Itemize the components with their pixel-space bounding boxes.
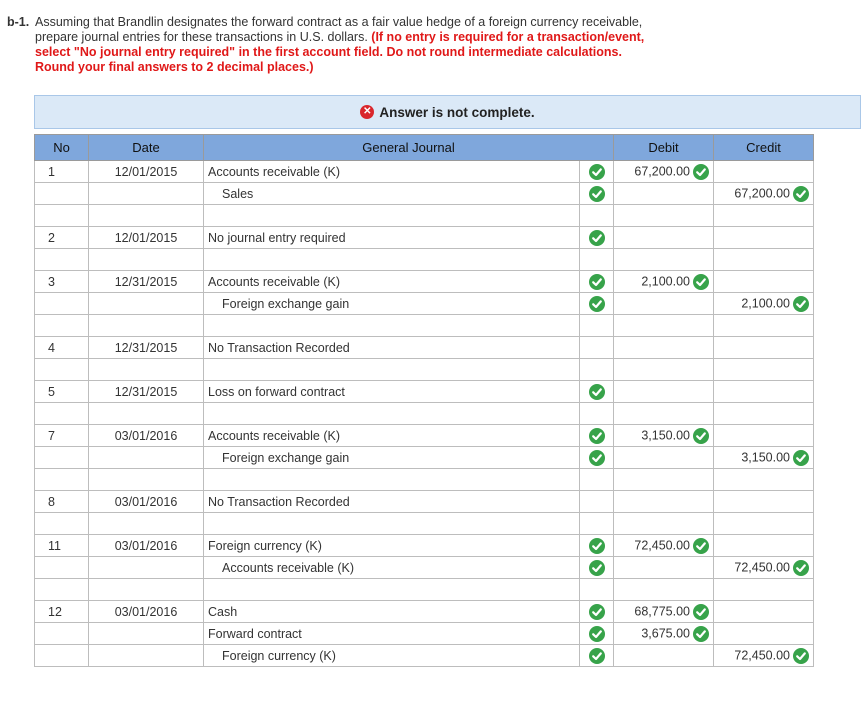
debit-field[interactable]	[614, 227, 714, 249]
entry-number-empty	[35, 645, 89, 667]
entry-number-empty	[35, 183, 89, 205]
debit-amount: 3,150.00	[641, 427, 690, 442]
spacer-cell	[204, 359, 580, 381]
debit-amount: 67,200.00	[634, 163, 690, 178]
journal-line	[35, 535, 814, 557]
spacer-row	[35, 513, 814, 535]
entry-date[interactable]: 12/31/2015	[89, 337, 204, 359]
entry-date-empty	[89, 645, 204, 667]
journal-line	[35, 271, 814, 293]
journal-line	[35, 337, 814, 359]
spacer-cell	[714, 513, 814, 535]
debit-field[interactable]	[614, 271, 714, 293]
debit-field[interactable]	[614, 183, 714, 205]
spacer-cell	[35, 579, 89, 601]
entry-number: 8	[35, 491, 89, 513]
account-name: Foreign currency (K)	[208, 538, 322, 553]
spacer-row	[35, 469, 814, 491]
account-field[interactable]	[204, 535, 580, 557]
credit-field[interactable]	[714, 293, 814, 315]
spacer-cell	[204, 205, 580, 227]
spacer-cell	[580, 249, 614, 271]
account-name: Foreign exchange gain	[222, 296, 350, 311]
instruction-text	[35, 15, 647, 75]
journal-line	[35, 645, 814, 667]
debit-field[interactable]	[614, 293, 714, 315]
entry-date[interactable]: 03/01/2016	[89, 601, 204, 623]
account-check-cell	[580, 227, 614, 249]
spacer-cell	[714, 359, 814, 381]
account-check-cell	[580, 183, 614, 205]
checkmark-icon	[793, 648, 809, 664]
spacer-cell	[614, 205, 714, 227]
account-check-cell	[580, 491, 614, 513]
account-name: No Transaction Recorded	[208, 340, 350, 355]
credit-amount: 3,150.00	[741, 449, 790, 464]
checkmark-icon	[693, 164, 709, 180]
entry-date-empty	[89, 557, 204, 579]
credit-amount: 72,450.00	[734, 559, 790, 574]
checkmark-icon	[589, 604, 605, 620]
checkmark-icon	[693, 604, 709, 620]
debit-field[interactable]	[614, 491, 714, 513]
credit-field[interactable]	[714, 381, 814, 403]
spacer-cell	[614, 403, 714, 425]
entry-date[interactable]: 03/01/2016	[89, 535, 204, 557]
account-check-cell	[580, 623, 614, 645]
account-check-cell	[580, 425, 614, 447]
spacer-cell	[89, 249, 204, 271]
spacer-cell	[714, 315, 814, 337]
spacer-cell	[35, 315, 89, 337]
question-number: b-1.	[7, 15, 30, 29]
checkmark-icon	[589, 186, 605, 202]
account-field[interactable]	[204, 183, 580, 205]
account-field[interactable]	[204, 425, 580, 447]
account-name: Cash	[208, 604, 238, 619]
spacer-cell	[35, 403, 89, 425]
entry-number-empty	[35, 293, 89, 315]
checkmark-icon	[793, 560, 809, 576]
account-check-cell	[580, 381, 614, 403]
account-field[interactable]	[204, 601, 580, 623]
spacer-cell	[614, 249, 714, 271]
entry-number: 1	[35, 161, 89, 183]
spacer-row	[35, 205, 814, 227]
account-check-cell	[580, 293, 614, 315]
instructions	[7, 15, 647, 75]
account-field[interactable]	[204, 447, 580, 469]
entry-date[interactable]: 03/01/2016	[89, 491, 204, 513]
spacer-cell	[614, 513, 714, 535]
checkmark-icon	[793, 296, 809, 312]
checkmark-icon	[589, 428, 605, 444]
entry-date-empty	[89, 293, 204, 315]
entry-date[interactable]: 12/01/2015	[89, 227, 204, 249]
spacer-cell	[614, 579, 714, 601]
spacer-cell	[89, 469, 204, 491]
entry-number: 7	[35, 425, 89, 447]
credit-field[interactable]	[714, 447, 814, 469]
instruction-body: Assuming that Brandlin designates the forward contract as a fair value hedge of a foreign currency receivable, prepare journal entries for these transactions in U.S. dollars.	[35, 15, 643, 44]
journal-line	[35, 491, 814, 513]
answer-status-banner	[34, 95, 861, 129]
spacer-cell	[580, 579, 614, 601]
account-check-cell	[580, 337, 614, 359]
checkmark-icon	[589, 384, 605, 400]
account-name: Accounts receivable (K)	[208, 274, 341, 289]
credit-field[interactable]	[714, 425, 814, 447]
entry-number: 5	[35, 381, 89, 403]
spacer-cell	[714, 249, 814, 271]
spacer-cell	[204, 315, 580, 337]
account-check-cell	[580, 271, 614, 293]
credit-field[interactable]	[714, 183, 814, 205]
spacer-row	[35, 315, 814, 337]
debit-amount: 3,675.00	[641, 625, 690, 640]
spacer-cell	[714, 205, 814, 227]
spacer-cell	[89, 359, 204, 381]
journal-line	[35, 447, 814, 469]
debit-field[interactable]	[614, 337, 714, 359]
account-name: Loss on forward contract	[208, 384, 345, 399]
spacer-cell	[35, 359, 89, 381]
col-header-no: No	[35, 135, 89, 161]
spacer-cell	[580, 315, 614, 337]
entry-number: 2	[35, 227, 89, 249]
entry-number-empty	[35, 447, 89, 469]
entry-number-empty	[35, 557, 89, 579]
account-name: Foreign exchange gain	[222, 450, 350, 465]
journal-line	[35, 557, 814, 579]
spacer-cell	[580, 205, 614, 227]
account-check-cell	[580, 161, 614, 183]
checkmark-icon	[589, 164, 605, 180]
account-name: Accounts receivable (K)	[222, 560, 355, 575]
account-check-cell	[580, 557, 614, 579]
journal-line	[35, 623, 814, 645]
debit-field[interactable]	[614, 557, 714, 579]
spacer-cell	[35, 249, 89, 271]
spacer-row	[35, 579, 814, 601]
entry-date[interactable]: 03/01/2016	[89, 425, 204, 447]
account-check-cell	[580, 645, 614, 667]
entry-date-empty	[89, 623, 204, 645]
entry-number: 3	[35, 271, 89, 293]
journal-line	[35, 381, 814, 403]
credit-field[interactable]	[714, 491, 814, 513]
account-field[interactable]	[204, 271, 580, 293]
checkmark-icon	[693, 428, 709, 444]
journal-line	[35, 227, 814, 249]
spacer-cell	[35, 469, 89, 491]
account-check-cell	[580, 447, 614, 469]
journal-line	[35, 183, 814, 205]
checkmark-icon	[589, 230, 605, 246]
account-name: No journal entry required	[208, 230, 346, 245]
entry-date[interactable]: 12/31/2015	[89, 271, 204, 293]
spacer-cell	[580, 359, 614, 381]
account-field[interactable]	[204, 161, 580, 183]
entry-date-empty	[89, 447, 204, 469]
error-icon: ✕	[360, 105, 374, 119]
account-name: No Transaction Recorded	[208, 494, 350, 509]
spacer-cell	[714, 579, 814, 601]
entry-date-empty	[89, 183, 204, 205]
checkmark-icon	[693, 626, 709, 642]
account-check-cell	[580, 535, 614, 557]
entry-number: 11	[35, 535, 89, 557]
entry-number: 12	[35, 601, 89, 623]
spacer-cell	[580, 469, 614, 491]
account-field[interactable]	[204, 227, 580, 249]
credit-amount: 72,450.00	[734, 647, 790, 662]
spacer-cell	[614, 359, 714, 381]
checkmark-icon	[589, 296, 605, 312]
col-header-date: Date	[89, 135, 204, 161]
account-name: Accounts receivable (K)	[208, 428, 341, 443]
debit-field[interactable]	[614, 161, 714, 183]
credit-field[interactable]	[714, 337, 814, 359]
credit-field[interactable]	[714, 557, 814, 579]
account-field[interactable]	[204, 381, 580, 403]
debit-amount: 72,450.00	[634, 537, 690, 552]
spacer-cell	[89, 403, 204, 425]
col-header-credit: Credit	[714, 135, 814, 161]
entry-date[interactable]: 12/01/2015	[89, 161, 204, 183]
credit-field[interactable]	[714, 623, 814, 645]
spacer-cell	[580, 403, 614, 425]
checkmark-icon	[589, 626, 605, 642]
entry-number: 4	[35, 337, 89, 359]
col-header-general-journal: General Journal	[204, 135, 614, 161]
debit-field[interactable]	[614, 645, 714, 667]
account-field[interactable]	[204, 645, 580, 667]
spacer-cell	[204, 513, 580, 535]
credit-field[interactable]	[714, 601, 814, 623]
account-field[interactable]	[204, 557, 580, 579]
spacer-cell	[580, 513, 614, 535]
account-check-cell	[580, 601, 614, 623]
debit-field[interactable]	[614, 425, 714, 447]
credit-field[interactable]	[714, 645, 814, 667]
spacer-cell	[204, 579, 580, 601]
debit-amount: 2,100.00	[641, 273, 690, 288]
debit-amount: 68,775.00	[634, 603, 690, 618]
spacer-cell	[204, 469, 580, 491]
checkmark-icon	[589, 274, 605, 290]
account-field[interactable]	[204, 623, 580, 645]
account-field[interactable]	[204, 491, 580, 513]
credit-amount: 67,200.00	[734, 185, 790, 200]
spacer-cell	[614, 469, 714, 491]
account-name: Sales	[222, 186, 254, 201]
account-field[interactable]	[204, 293, 580, 315]
checkmark-icon	[793, 450, 809, 466]
debit-field[interactable]	[614, 535, 714, 557]
spacer-cell	[614, 315, 714, 337]
spacer-cell	[35, 513, 89, 535]
debit-field[interactable]	[614, 601, 714, 623]
checkmark-icon	[589, 450, 605, 466]
debit-field[interactable]	[614, 623, 714, 645]
credit-field[interactable]	[714, 227, 814, 249]
checkmark-icon	[693, 538, 709, 554]
spacer-row	[35, 249, 814, 271]
spacer-cell	[89, 513, 204, 535]
debit-field[interactable]	[614, 447, 714, 469]
spacer-cell	[89, 205, 204, 227]
journal-table	[34, 134, 814, 667]
entry-number-empty	[35, 623, 89, 645]
checkmark-icon	[589, 560, 605, 576]
journal-line	[35, 425, 814, 447]
credit-field[interactable]	[714, 271, 814, 293]
col-header-debit: Debit	[614, 135, 714, 161]
checkmark-icon	[693, 274, 709, 290]
spacer-cell	[204, 249, 580, 271]
spacer-cell	[714, 469, 814, 491]
spacer-row	[35, 403, 814, 425]
spacer-cell	[204, 403, 580, 425]
credit-field[interactable]	[714, 535, 814, 557]
journal-line	[35, 601, 814, 623]
account-name: Foreign currency (K)	[222, 648, 336, 663]
answer-status-message: Answer is not complete.	[379, 104, 535, 120]
spacer-cell	[35, 205, 89, 227]
entry-date[interactable]: 12/31/2015	[89, 381, 204, 403]
checkmark-icon	[589, 648, 605, 664]
journal-line	[35, 293, 814, 315]
spacer-cell	[714, 403, 814, 425]
account-name: Accounts receivable (K)	[208, 164, 341, 179]
spacer-cell	[89, 315, 204, 337]
debit-field[interactable]	[614, 381, 714, 403]
checkmark-icon	[793, 186, 809, 202]
journal-line	[35, 161, 814, 183]
account-name: Forward contract	[208, 626, 302, 641]
spacer-row	[35, 359, 814, 381]
spacer-cell	[89, 579, 204, 601]
checkmark-icon	[589, 538, 605, 554]
account-field[interactable]	[204, 337, 580, 359]
instruction-note: (If no entry is required for a transaction/event, select "No journal entry required" in the first account field. Do not round intermediate calculations. Round your final answers to 2 decimal places.)	[35, 30, 645, 74]
credit-amount: 2,100.00	[741, 295, 790, 310]
credit-field[interactable]	[714, 161, 814, 183]
